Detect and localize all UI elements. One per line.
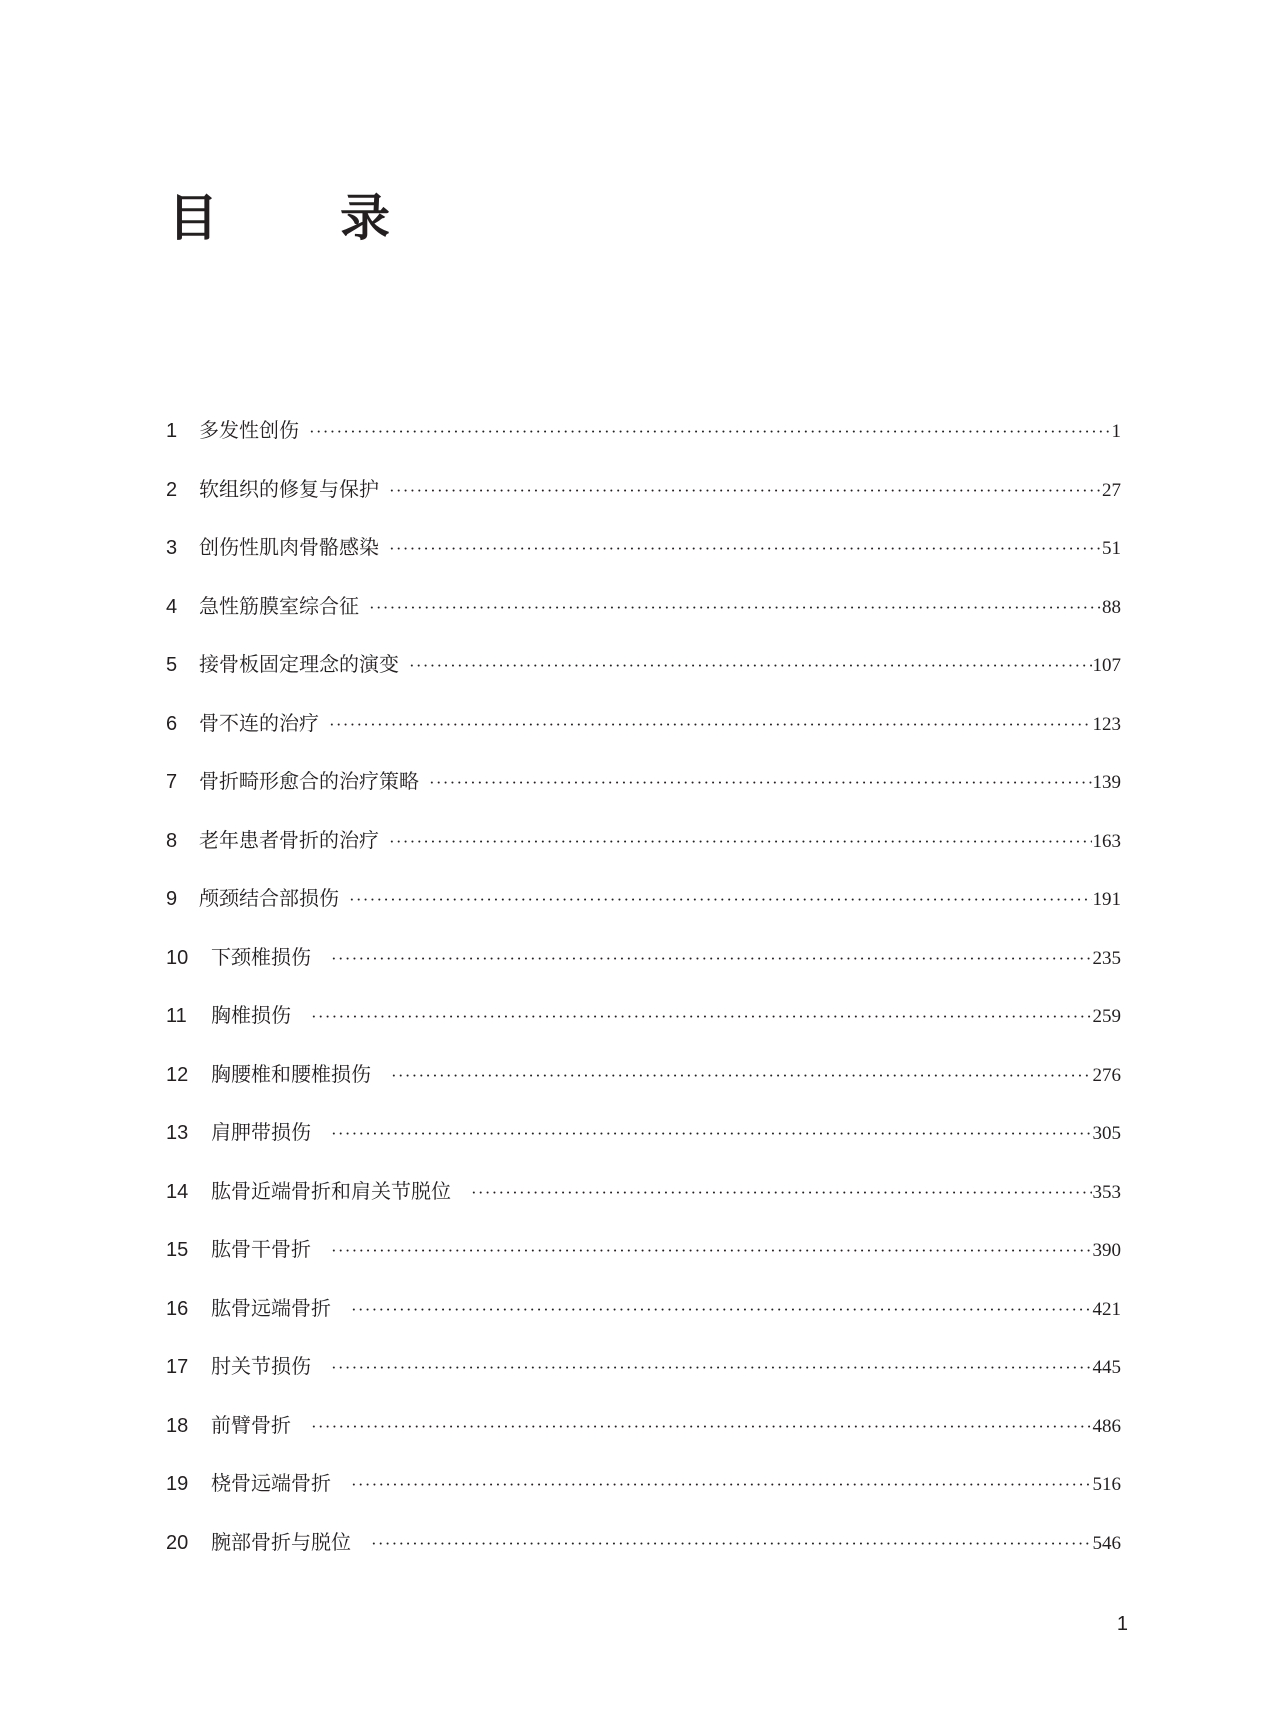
dot-leader <box>331 1358 1092 1378</box>
page-number: 163 <box>1092 830 1121 852</box>
toc-entry[interactable] <box>166 1409 1121 1468</box>
dot-leader <box>331 1241 1092 1261</box>
page-number: 516 <box>1092 1474 1121 1495</box>
chapter-number: 15 <box>166 1239 189 1261</box>
chapter-title: 肱骨近端骨折和肩关节脱位 <box>211 1178 451 1203</box>
dot-leader <box>311 1007 1092 1027</box>
chapter-number: 10 <box>166 946 189 969</box>
page-number: 259 <box>1092 1006 1121 1027</box>
page-number: 353 <box>1092 1181 1121 1203</box>
chapter-title: 颅颈结合部损伤 <box>199 886 339 910</box>
chapter-title: 创伤性肌肉骨骼感染 <box>199 535 379 559</box>
toc-entry[interactable] <box>166 707 1121 766</box>
chapter-number: 5 <box>166 654 178 676</box>
chapter-title: 多发性创伤 <box>199 418 299 442</box>
dot-leader <box>369 598 1101 618</box>
chapter-number: 6 <box>166 712 178 735</box>
chapter-title: 骨不连的治疗 <box>199 710 319 735</box>
chapter-number: 2 <box>166 478 178 501</box>
page-number: 27 <box>1102 479 1121 501</box>
chapter-number: 7 <box>166 771 178 793</box>
chapter-number: 4 <box>166 595 178 618</box>
dot-leader <box>389 481 1101 501</box>
chapter-number: 19 <box>166 1473 189 1495</box>
dot-leader <box>349 890 1092 910</box>
chapter-title: 肘关节损伤 <box>211 1354 311 1378</box>
chapter-title: 骨折畸形愈合的治疗策略 <box>199 769 419 793</box>
page-folio: 1 <box>1116 1613 1128 1635</box>
chapter-number: 11 <box>166 1005 187 1027</box>
chapter-title: 肱骨远端骨折 <box>211 1295 331 1320</box>
toc-entry[interactable] <box>166 1467 1121 1526</box>
toc-entry[interactable] <box>166 999 1121 1058</box>
page-number: 421 <box>1092 1298 1121 1320</box>
toc-entry[interactable] <box>166 1233 1121 1292</box>
page-number: 88 <box>1102 596 1121 618</box>
toc-entry[interactable] <box>166 414 1121 473</box>
chapter-title: 腕部骨折与脱位 <box>211 1529 351 1554</box>
chapter-title: 老年患者骨折的治疗 <box>199 827 379 852</box>
dot-leader <box>389 539 1101 559</box>
dot-leader <box>331 949 1092 969</box>
toc-entry[interactable] <box>166 1292 1121 1351</box>
chapter-number: 14 <box>166 1180 189 1203</box>
chapter-title: 肱骨干骨折 <box>211 1237 311 1261</box>
toc-entry[interactable] <box>166 1058 1121 1117</box>
toc-entry[interactable] <box>166 824 1121 883</box>
page-number: 445 <box>1092 1357 1121 1378</box>
dot-leader <box>471 1183 1092 1203</box>
toc-entry[interactable] <box>166 531 1121 590</box>
dot-leader <box>391 1066 1092 1086</box>
dot-leader <box>371 1534 1092 1554</box>
page-number: 235 <box>1092 947 1121 969</box>
chapter-number: 17 <box>166 1356 189 1378</box>
toc-entry[interactable] <box>166 1175 1121 1234</box>
chapter-number: 1 <box>166 420 178 442</box>
chapter-title: 急性筋膜室综合征 <box>199 593 359 618</box>
page-number: 123 <box>1092 713 1121 735</box>
dot-leader <box>429 773 1092 793</box>
page-number: 107 <box>1092 655 1121 676</box>
chapter-title: 下颈椎损伤 <box>211 944 311 969</box>
page-number: 486 <box>1092 1415 1121 1437</box>
toc-entry[interactable] <box>166 765 1121 824</box>
page-number: 546 <box>1092 1532 1121 1554</box>
dot-leader <box>389 832 1092 852</box>
table-of-contents <box>166 414 1121 1584</box>
toc-entry[interactable] <box>166 648 1121 707</box>
page-number: 276 <box>1092 1064 1121 1086</box>
dot-leader <box>331 1124 1092 1144</box>
chapter-number: 18 <box>166 1414 189 1437</box>
dot-leader <box>351 1475 1092 1495</box>
dot-leader <box>311 1417 1092 1437</box>
chapter-title: 前臂骨折 <box>211 1412 291 1437</box>
chapter-number: 20 <box>166 1531 189 1554</box>
chapter-title: 桡骨远端骨折 <box>211 1471 331 1495</box>
chapter-number: 9 <box>166 888 178 910</box>
chapter-number: 13 <box>166 1122 189 1144</box>
dot-leader <box>351 1300 1092 1320</box>
chapter-title: 接骨板固定理念的演变 <box>199 652 399 676</box>
chapter-number: 16 <box>166 1297 189 1320</box>
page-title: 目 录 <box>168 188 426 247</box>
toc-entry[interactable] <box>166 473 1121 532</box>
chapter-number: 12 <box>166 1063 189 1086</box>
toc-entry[interactable] <box>166 1526 1121 1585</box>
page-number: 139 <box>1092 772 1121 793</box>
page-number: 51 <box>1102 538 1121 559</box>
toc-entry[interactable] <box>166 590 1121 649</box>
chapter-title: 胸腰椎和腰椎损伤 <box>211 1061 371 1086</box>
page-number: 1 <box>1111 421 1121 442</box>
page-number: 390 <box>1092 1240 1121 1261</box>
chapter-number: 3 <box>166 537 178 559</box>
dot-leader <box>329 715 1092 735</box>
chapter-title: 胸椎损伤 <box>211 1003 291 1027</box>
toc-entry[interactable] <box>166 1116 1121 1175</box>
page-number: 191 <box>1092 889 1121 910</box>
page-number: 305 <box>1092 1123 1121 1144</box>
toc-entry[interactable] <box>166 1350 1121 1409</box>
chapter-number: 8 <box>166 829 178 852</box>
chapter-title: 肩胛带损伤 <box>211 1120 311 1144</box>
dot-leader <box>309 422 1111 442</box>
dot-leader <box>409 656 1092 676</box>
chapter-title: 软组织的修复与保护 <box>199 476 379 501</box>
toc-entry[interactable] <box>166 882 1121 941</box>
toc-entry[interactable] <box>166 941 1121 1000</box>
